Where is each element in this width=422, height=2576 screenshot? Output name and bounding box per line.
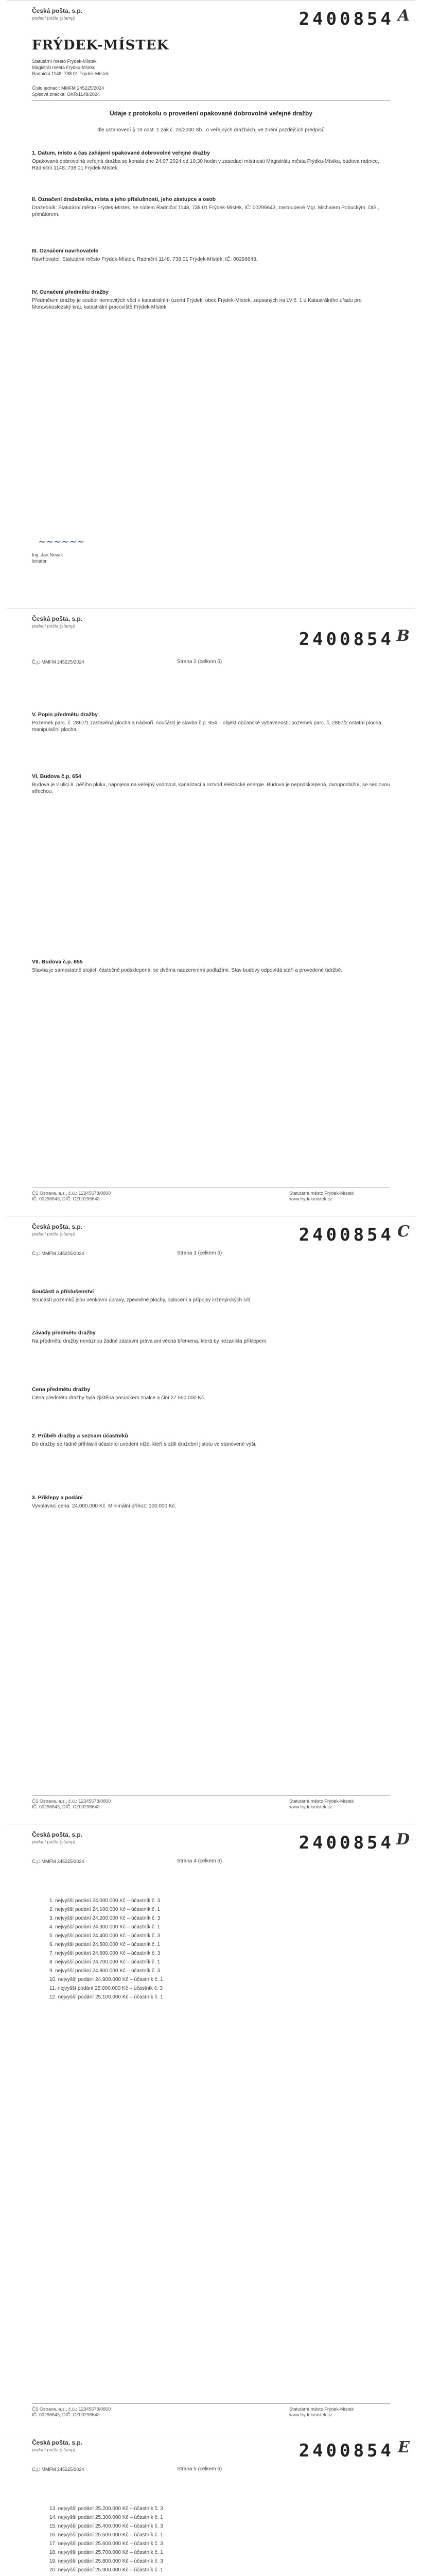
- section-heading: Závady předmětu dražby: [32, 1330, 96, 1336]
- section-text: Na předmětu dražby neváznou žádné zástavní práva ani věcná břemena, která by nezanikla příklepem.: [32, 1338, 268, 1344]
- page-header: [32, 2439, 82, 2453]
- page-letter: D: [396, 1831, 410, 1849]
- section-heading: VI. Budova č.p. 654: [32, 773, 81, 779]
- bid-line: 16. nejvyšší podání 25.500.000 Kč – účastník č. 1: [49, 2532, 163, 2538]
- company-note: podací pošta (stamp): [32, 1231, 76, 1236]
- footer-rule: [32, 2403, 390, 2404]
- office-line: Radniční 1148, 738 01 Frýdek-Místek: [32, 71, 109, 76]
- page-number: Strana 5 (celkem 6): [177, 2466, 222, 2472]
- signer: [32, 552, 390, 564]
- bid-line: 15. nejvyšší podání 25.400.000 Kč – účastník č. 3: [49, 2523, 163, 2529]
- section-heading: II. Označení dražebníka, místa a jeho příslušnosti, jeho zástupce a osob: [32, 196, 216, 202]
- document-meta: [32, 85, 390, 97]
- office-address: [32, 58, 390, 77]
- footer-left: [32, 2406, 111, 2418]
- bid-line: 19. nejvyšší podání 25.800.000 Kč – účastník č. 3: [49, 2558, 163, 2564]
- signer-role: licitátor: [32, 558, 47, 564]
- company-name: Česká pošta, s.p.: [32, 615, 83, 622]
- footer-rule: [32, 1795, 390, 1796]
- bid-line: 11. nejvyšší podání 25.000.000 Kč – účastník č. 3: [49, 1986, 163, 1991]
- section-text: Opakovaná dobrovolná veřejná dražba se konala dne 24.07.2024 od 10:30 hodin v zasedací místnosti Magistrátu města Frýdku-Místku, budova radnice, Radniční 1148, 738 01 Frýdek-Místek.: [32, 159, 379, 171]
- footer-right: [289, 1799, 354, 1810]
- page-number: Strana 3 (celkem 6): [177, 1250, 222, 1256]
- document-number: 2400854: [298, 2441, 394, 2461]
- bid-line: 7. nejvyšší podání 24.600.000 Kč – účastník č. 3: [49, 1951, 161, 1956]
- reference: Č.j.: MMFM 245225/2024: [32, 1251, 84, 1256]
- reference: Č.j.: MMFM 245225/2024: [32, 2467, 84, 2472]
- section-text: Cena předmětu dražby byla zjištěna posudkem znalce a činí 27.550.000 Kč.: [32, 1395, 205, 1401]
- bid-line: 17. nejvyšší podání 25.600.000 Kč – účastník č. 3: [49, 2541, 163, 2547]
- company-note: podací pošta (stamp): [32, 623, 76, 629]
- section-heading: Součásti a příslušenství: [32, 1289, 94, 1295]
- section-text: Stavba je samostatně stojící, částečně podsklepená, se dvěma nadzemními podlažími. Stav budovy odpovídá stáří a provedené údržbě.: [32, 968, 343, 973]
- meta-line: Číslo jednací: MMFM 245225/2024: [32, 86, 104, 91]
- footer-line: IČ: 00296643, DIČ: CZ00296643: [32, 1804, 100, 1809]
- bid-list: [49, 1896, 390, 2002]
- page-letter: A: [397, 7, 410, 25]
- document-page-3: [7, 1216, 415, 1822]
- bid-list: [49, 2504, 390, 2576]
- section-heading: V. Popis předmětu dražby: [32, 711, 98, 718]
- page-header: [32, 8, 82, 22]
- footer-line: ČS Ostrava, a.s., č.ú.: 12345678/0800: [32, 2406, 111, 2412]
- bid-line: 12. nejvyšší podání 25.100.000 Kč – účastník č. 1: [49, 1994, 163, 2000]
- company-name: Česká pošta, s.p.: [32, 2439, 83, 2446]
- section-heading: VII. Budova č.p. 655: [32, 959, 83, 965]
- section-text: Do dražby se řádně přihlásili účastníci uvedení níže, kteří složili dražební jistotu ve stanovené výši.: [32, 1442, 257, 1447]
- footer-line: IČ: 00296643, DIČ: CZ00296643: [32, 1196, 100, 1201]
- section-heading: III. Označení navrhovatele: [32, 248, 98, 254]
- footer-line: www.frydekmistek.cz: [289, 1196, 332, 1201]
- footer-line: www.frydekmistek.cz: [289, 2412, 332, 2417]
- document-page-2: [7, 608, 415, 1214]
- page-header: [32, 616, 82, 630]
- document-number: 2400854: [298, 1833, 394, 1853]
- section-text: Součástí pozemků jsou venkovní úpravy, zpevněné plochy, oplocení a přípojky inženýrských sítí.: [32, 1297, 252, 1303]
- document-number: 2400854: [298, 629, 394, 650]
- page-letter: C: [397, 1223, 410, 1241]
- footer-line: ČS Ostrava, a.s., č.ú.: 12345678/0800: [32, 1799, 111, 1804]
- company-name: Česká pošta, s.p.: [32, 7, 83, 14]
- footer-line: Statutární město Frýdek-Místek: [289, 1799, 354, 1804]
- footer-right: [289, 2406, 354, 2418]
- company-note: podací pošta (stamp): [32, 15, 76, 21]
- document-number: 2400854: [298, 1225, 394, 1245]
- document-page-4: [7, 1824, 415, 2430]
- page-header: [32, 1832, 82, 1845]
- company-note: podací pošta (stamp): [32, 1839, 76, 1844]
- city-logo: FRÝDEK-MÍSTEK: [32, 38, 169, 53]
- footer-line: ČS Ostrava, a.s., č.ú.: 12345678/0800: [32, 1191, 111, 1196]
- section-heading: IV. Označení předmětu dražby: [32, 289, 109, 295]
- document-page-1: [7, 0, 415, 606]
- bid-line: 2. nejvyšší podání 24.100.000 Kč – účastník č. 1: [49, 1907, 161, 1912]
- office-line: Statutární město Frýdek-Místek: [32, 59, 97, 64]
- bid-line: 18. nejvyšší podání 25.700.000 Kč – účastník č. 1: [49, 2550, 163, 2555]
- bid-line: 3. nejvyšší podání 24.200.000 Kč – účastník č. 3: [49, 1916, 161, 1921]
- company-name: Česká pošta, s.p.: [32, 1831, 83, 1838]
- footer-line: IČ: 00296643, DIČ: CZ00296643: [32, 2412, 100, 2417]
- bid-line: 14. nejvyšší podání 25.300.000 Kč – účastník č. 1: [49, 2515, 163, 2520]
- document-page-5: [7, 2432, 415, 2576]
- section-text: Dražebník: Statutární město Frýdek-Místek, se sídlem Radniční 1148, 738 01 Frýdek-Místek, IČ: 00296643, zastoupené Mgr. Michalem Pobuckým, DiS., primátorem.: [32, 205, 380, 217]
- footer-line: Statutární město Frýdek-Místek: [289, 1191, 354, 1196]
- page-header: [32, 1224, 82, 1238]
- page-letter: B: [396, 627, 410, 645]
- bid-line: 4. nejvyšší podání 24.300.000 Kč – účastník č. 1: [49, 1924, 161, 1930]
- section-text: Předmětem dražby je soubor nemovitých věcí v katastrálním území Frýdek, obec Frýdek-Místek, zapsaných na LV č. 1 u Katastrálního úřadu pro Moravskoslezský kraj, katastrální pracoviště Frýdek-Místek.: [32, 298, 362, 310]
- bid-line: 1. nejvyšší podání 24.000.000 Kč – účastník č. 3: [49, 1898, 161, 1904]
- section-heading: 1. Datum, místo a čas zahájení opakované dobrovolné veřejné dražby: [32, 150, 210, 156]
- company-name: Česká pošta, s.p.: [32, 1223, 83, 1230]
- signature: ~~~~~~: [38, 536, 85, 547]
- page-letter: E: [398, 2438, 410, 2456]
- divider: [32, 100, 390, 101]
- page-number: Strana 4 (celkem 6): [177, 1858, 222, 1864]
- document-subtitle: dle ustanovení § 19 odst. 1 zák.č. 26/2000 Sb., o veřejných dražbách, ve znění pozdějších předpisů: [97, 127, 325, 133]
- footer-left: [32, 1799, 111, 1810]
- footer-right: [289, 1191, 354, 1202]
- bid-line: 9. nejvyšší podání 24.800.000 Kč – účastník č. 3: [49, 1968, 161, 1974]
- page-number: Strana 2 (celkem 6): [177, 659, 222, 665]
- meta-line: Spisová značka: OKR/1148/2024: [32, 92, 100, 97]
- office-line: Magistrát města Frýdku-Místku: [32, 65, 96, 70]
- document-number: 2400854: [298, 9, 394, 29]
- bid-line: 13. nejvyšší podání 25.200.000 Kč – účastník č. 3: [49, 2506, 163, 2512]
- section-text: Pozemek parc. č. 2867/1 zastavěná plocha a nádvoří, součástí je stavba č.p. 654 – objekt občanské vybavenosti; pozemek parc. č. 2867/2 ostatní plocha, manipulační plocha.: [32, 720, 383, 733]
- section-heading: 3. Příklepy a podání: [32, 1495, 83, 1501]
- company-note: podací pošta (stamp): [32, 2447, 76, 2452]
- footer-line: www.frydekmistek.cz: [289, 1804, 332, 1809]
- signer-name: Ing. Jan Novák: [32, 552, 63, 557]
- reference: Č.j.: MMFM 245225/2024: [32, 1859, 84, 1864]
- footer-left: [32, 1191, 111, 1202]
- section-heading: 2. Průběh dražby a seznam účastníků: [32, 1433, 128, 1439]
- bid-line: 10. nejvyšší podání 24.900.000 Kč – účastník č. 1: [49, 1977, 163, 1982]
- section-text: Vyvolávací cena: 24.000.000 Kč. Minimální příhoz: 100.000 Kč.: [32, 1503, 177, 1509]
- footer-line: Statutární město Frýdek-Místek: [289, 2406, 354, 2412]
- section-heading: Cena předmětu dražby: [32, 1386, 91, 1393]
- bid-line: 20. nejvyšší podání 25.900.000 Kč – účastník č. 1: [49, 2567, 163, 2573]
- reference: Č.j.: MMFM 245225/2024: [32, 659, 84, 665]
- section-text: Budova je v ulici 8. pěšího pluku, napojena na veřejný vodovod, kanalizaci a rozvod elektrické energie. Budova je nepodsklepená, dvoupodlažní, se sedlovou střechou.: [32, 782, 390, 794]
- bid-line: 8. nejvyšší podání 24.700.000 Kč – účastník č. 1: [49, 1959, 161, 1965]
- bid-line: 6. nejvyšší podání 24.500.000 Kč – účastník č. 1: [49, 1942, 161, 1947]
- section-text: Navrhovatel: Statutární město Frýdek-Místek, Radniční 1148, 738 01 Frýdek-Místek, IČ: 00296643.: [32, 257, 258, 262]
- bid-line: 5. nejvyšší podání 24.400.000 Kč – účastník č. 3: [49, 1933, 161, 1939]
- document-title: Údaje z protokolu o provedení opakované dobrovolné veřejné dražby: [109, 110, 313, 117]
